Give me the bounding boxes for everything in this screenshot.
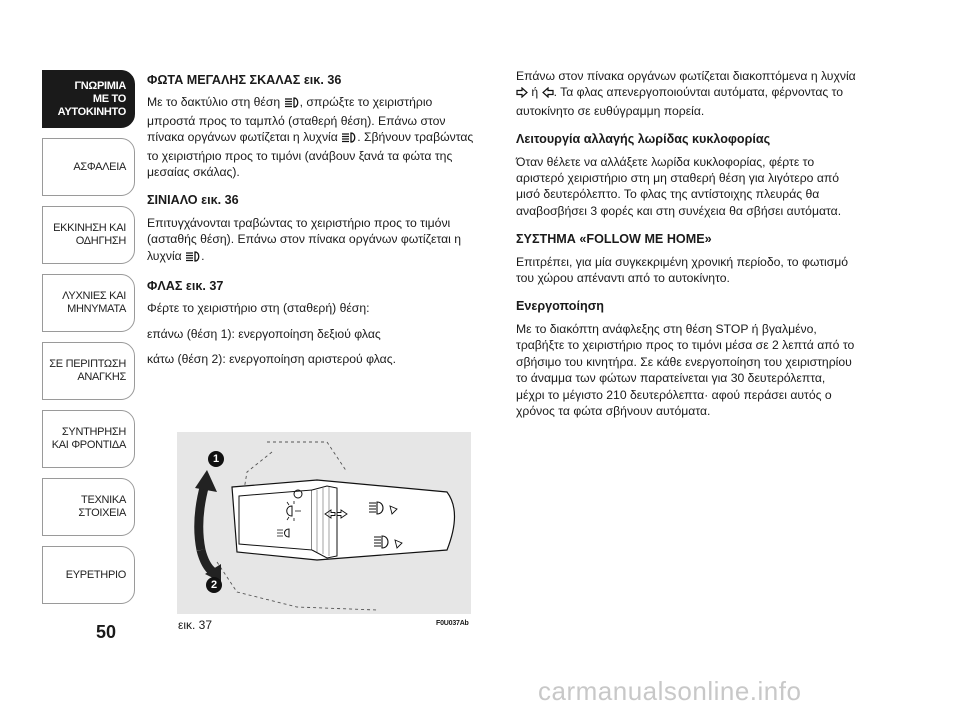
tab-label: ΣΕ ΠΕΡΙΠΤΩΣΗ ΑΝΑΓΚΗΣ — [49, 358, 126, 383]
tab-label: ΕΚΚΙΝΗΣΗ ΚΑΙ ΟΔΗΓΗΣΗ — [53, 222, 126, 247]
tab-label: ΛΥΧΝΙΕΣ ΚΑΙ ΜΗΝΥΜΑΤΑ — [62, 290, 126, 315]
tab-label: ΣΥΝΤΗΡΗΣΗ ΚΑΙ ΦΡΟΝΤΙΔΑ — [51, 426, 126, 451]
stalk-figure — [177, 432, 471, 614]
indicators-text-2: επάνω (θέση 1): ενεργοποίηση δεξιού φλας — [147, 326, 381, 341]
indicator-light-text: Επάνω στον πίνακα οργάνων φωτίζεται διακοπτόμενα η λυχνία ή . Τα φλας απενεργοποιούνται αυτόματα, φέρνοντας το αυτοκίνητο σε ευθύγραμμη πορεία. — [516, 69, 856, 118]
tab-label: ΓΝΩΡΙΜΙΑ ΜΕ ΤΟ ΑΥΤΟΚΙΝΗΤΟ — [57, 79, 126, 118]
section-title-high-beam: ΦΩΤΑ ΜΕΓΑΛΗΣ ΣΚΑΛΑΣ εικ. 36 — [147, 73, 342, 87]
tab-safety[interactable] — [42, 138, 135, 196]
tab-emergency[interactable] — [42, 342, 135, 400]
section-title-indicators: ΦΛΑΣ εικ. 37 — [147, 279, 224, 294]
tab-label: ΤΕΧΝΙΚΑ ΣΤΟΙΧΕΙΑ — [78, 494, 126, 519]
page-number: 50 — [96, 622, 117, 642]
section-title-lane-change: Λειτουργία αλλαγής λωρίδας κυκλοφορίας — [516, 132, 771, 147]
figure-code: F0U037Ab — [436, 620, 469, 627]
follow-me-home-text: Επιτρέπει, για μία συγκεκριμένη χρονική περίοδο, το φωτισμό του χώρου απέναντι από το αυτοκίνητο. — [516, 254, 849, 286]
left-column — [147, 72, 477, 380]
figure-caption: εικ. 37 — [178, 618, 213, 632]
position-marker-1: 1 — [208, 451, 224, 467]
high-beam-icon — [185, 250, 201, 266]
high-beam-icon — [341, 131, 357, 147]
watermark: carmanualsonline.info — [538, 676, 802, 706]
tab-warning-lights[interactable] — [42, 274, 135, 332]
section-title-flash: ΣΙΝΙΑΛΟ εικ. 36 — [147, 193, 239, 208]
high-beam-text: Με το δακτύλιο στη θέση , σπρώξτε το χειριστήριο μπροστά προς το ταμπλό (σταθερή θέση). Επάνω στον πίνακα οργάνων φωτίζεται η λυχνία . Σβήνουν τραβώντας το χειριστήριο προς το τιμόνι (ανάβουν ξανά τα φώτα της μεσαίας σκάλας). — [147, 95, 474, 180]
right-column — [516, 68, 856, 431]
flash-text: Επιτυγχάνονται τραβώντας το χειριστήριο προς το τιμόνι (ασταθής θέση). Επάνω στον πίνακα οργάνων φωτίζεται η λυχνία . — [147, 215, 477, 266]
section-title-follow-me-home: ΣΥΣΤΗΜΑ «FOLLOW ME HOME» — [516, 232, 712, 247]
indicators-text-3: κάτω (θέση 2): ενεργοποίηση αριστερού φλας. — [147, 352, 396, 367]
right-arrow-icon — [516, 86, 528, 102]
indicators-text-1: Φέρτε το χειριστήριο στη (σταθερή) θέση: — [147, 301, 370, 316]
tab-about-car[interactable] — [42, 70, 135, 128]
left-arrow-icon — [542, 86, 554, 102]
high-beam-icon — [284, 96, 300, 112]
activation-text: Με το διακόπτη ανάφλεξης στη θέση STOP ή βγαλμένο, τραβήξτε το χειριστήριο προς το τιμόνι μέσα σε 2 λεπτά από το σβήσιμο του κινητήρα. Σε κάθε ενεργοποίηση του χειριστηρίου το άναμμα των φώτων παρατείνεται για 30 δευτερόλεπτα, μέχρι το μέγιστο 210 δευτερόλεπτα· αφού περάσει αυτός ο χρόνος τα φώτα σβήνουν αυτόματα. — [516, 321, 855, 418]
lane-change-text: Όταν θέλετε να αλλάξετε λωρίδα κυκλοφορίας, φέρτε το αριστερό χειριστήριο στη μη σταθερή θέση για λιγότερο από μισό δευτερόλεπτο. Το φλας της αντίστοιχης πλευράς θα αναβοσβήσει 3 φορές και στη συνέχεια θα σβήσει αυτόματα. — [516, 154, 842, 218]
position-marker-2: 2 — [206, 577, 222, 593]
tab-starting-driving[interactable] — [42, 206, 135, 264]
section-title-activation: Ενεργοποίηση — [516, 299, 605, 314]
tab-index[interactable] — [42, 546, 135, 604]
tab-label: ΕΥΡΕΤΗΡΙΟ — [65, 568, 126, 581]
tab-label: ΑΣΦΑΛΕΙΑ — [73, 160, 126, 173]
tab-technical-data[interactable] — [42, 478, 135, 536]
tab-maintenance[interactable] — [42, 410, 135, 468]
